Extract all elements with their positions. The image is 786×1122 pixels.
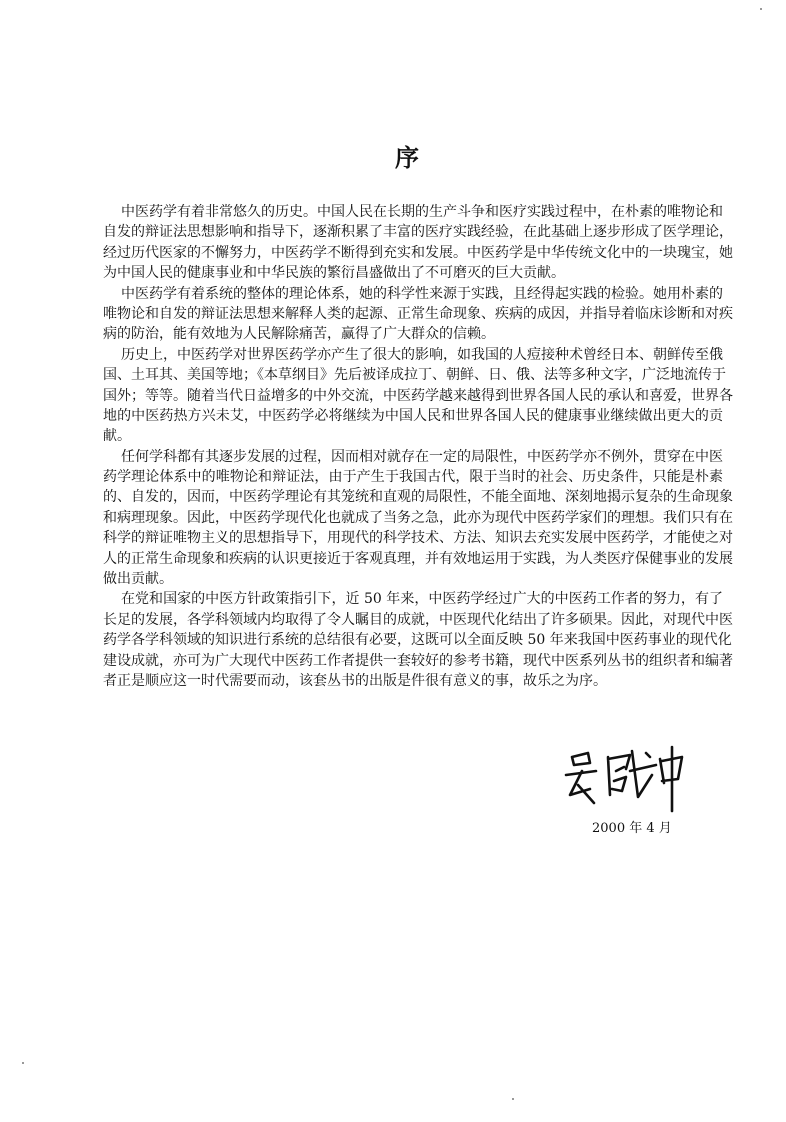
paragraph — [103, 202, 733, 284]
text-line: 建设成就，亦可为广大现代中医药工作者提供一套较好的参考书籍，现代中医系列丛书的组织者和编著 — [103, 652, 733, 669]
text-line: 历史上，中医药学对世界医药学亦产生了很大的影响，如我国的人痘接种术曾经日本、朝鲜传至俄 — [121, 346, 723, 363]
text-line: 科学的辩证唯物主义的思想指导下，用现代的科学技术、方法、知识去充实发展中医药学，才能使之对 — [103, 530, 733, 547]
text-line: 自发的辩证法思想影响和指导下，逐渐积累了丰富的医疗实践经验，在此基础上逐步形成了医学理论， — [103, 224, 733, 241]
paragraph — [103, 447, 733, 590]
text-line: 和病理现象。因此，中医药学现代化也就成了当务之急，此亦为现代中医药学家们的理想。我们只有在 — [103, 509, 733, 526]
text-line: 中医药学有着非常悠久的历史。中国人民在长期的生产斗争和医疗实践过程中，在朴素的唯物论和 — [121, 204, 723, 220]
preface-body — [103, 202, 733, 691]
scan-speck — [512, 1098, 514, 1100]
text-line: 在党和国家的中医方针政策指引下，近 50 年来，中医药学经过广大的中医药工作者的努力，有了 — [121, 591, 723, 608]
date: 2000 年 4 月 — [592, 821, 672, 836]
paragraph — [103, 345, 733, 447]
text-line: 唯物论和自发的辩证法思想来解释人类的起源、正常生命现象、疾病的成因，并指导着临床诊断和对疾 — [103, 305, 733, 322]
paragraph — [103, 589, 733, 691]
text-line: 经过历代医家的不懈努力，中医药学不断得到充实和发展。中医药学是中华传统文化中的一块瑰宝，她 — [103, 244, 733, 261]
text-line: 国、土耳其、美国等地；《本草纲目》先后被译成拉丁、朝鲜、日、俄、法等多种文字，广泛地流传于 — [103, 367, 726, 384]
text-line: 国外；等等。随着当代日益增多的中外交流，中医药学越来越得到世界各国人民的承认和喜爱，世界各 — [103, 387, 733, 404]
text-line: 中医药学有着系统的整体的理论体系，她的科学性来源于实践，且经得起实践的检验。她用朴素的 — [121, 285, 723, 302]
page-title: 序 — [395, 143, 421, 172]
text-line: 病的防治，能有效地为人民解除痛苦，赢得了广大群众的信赖。 — [103, 326, 495, 343]
text-line: 的、自发的，因而，中医药学理论有其笼统和直观的局限性，不能全面地、深刻地揭示复杂的生命现象 — [103, 489, 733, 506]
text-line: 药学各学科领域的知识进行系统的总结很有必要，这既可以全面反映 50 年来我国中医药事业的现代化 — [103, 632, 732, 649]
handwritten-signature — [560, 745, 690, 815]
text-line: 药学理论体系中的唯物论和辩证法，由于产生于我国古代，限于当时的社会、历史条件，只能是朴素 — [103, 469, 723, 486]
text-line: 长足的发展，各学科领域内均取得了令人瞩目的成就，中医现代化结出了许多硕果。因此，对现代中医 — [103, 611, 733, 628]
text-line: 为中国人民的健康事业和中华民族的繁衍昌盛做出了不可磨灭的巨大贡献。 — [103, 265, 565, 282]
text-line: 地的中医药热方兴未艾，中医药学必将继续为中国人民和世界各国人民的健康事业继续做出更大的贡 — [103, 407, 723, 424]
scan-speck — [22, 1062, 24, 1064]
text-line: 者正是顺应这一时代需要而动，该套丛书的出版是件很有意义的事，故乐之为序。 — [103, 672, 607, 689]
text-line: 做出贡献。 — [103, 571, 173, 588]
paragraph — [103, 284, 733, 345]
text-line: 献。 — [103, 428, 131, 445]
text-line: 人的正常生命现象和疾病的认识更接近于客观真理，并有效地运用于实践，为人类医疗保健事业的发展 — [103, 550, 733, 567]
scan-speck — [760, 8, 762, 10]
text-line: 任何学科都有其逐步发展的过程，因而相对就存在一定的局限性，中医药学亦不例外，贯穿在中医 — [121, 448, 723, 465]
